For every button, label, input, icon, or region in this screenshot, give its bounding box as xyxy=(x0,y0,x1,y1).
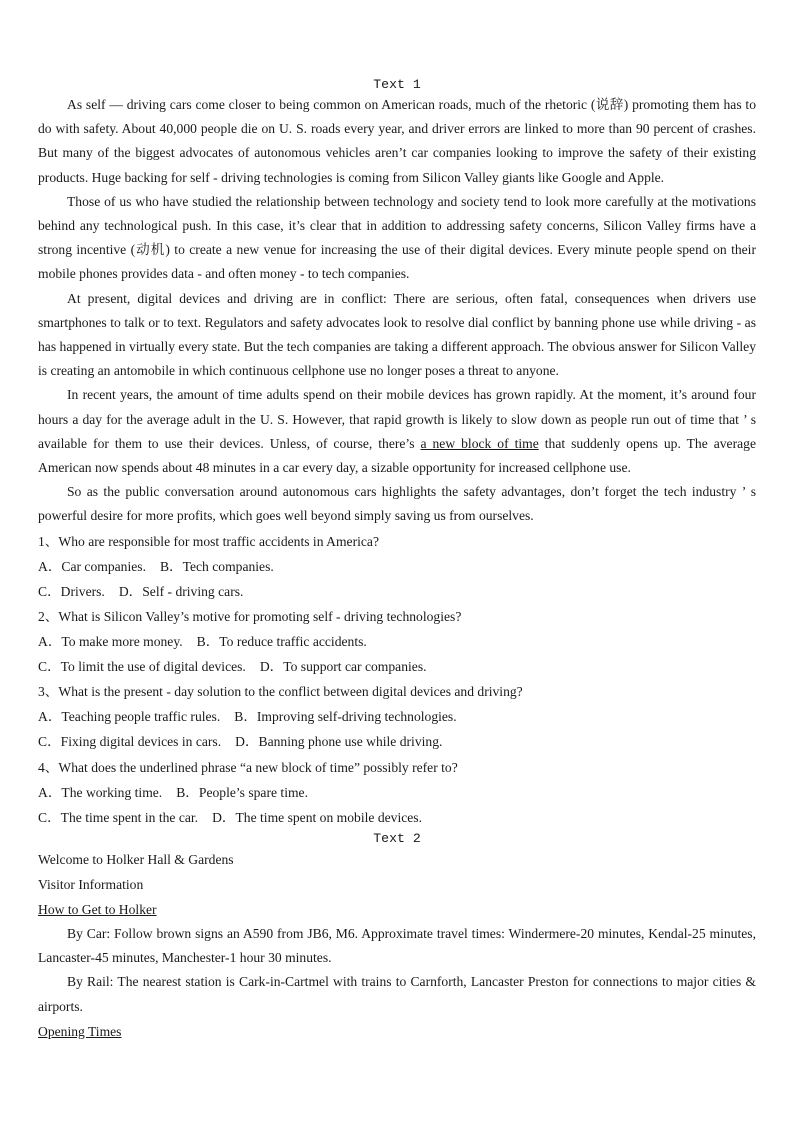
text1-heading: Text 1 xyxy=(373,77,421,92)
question-4-options-cd xyxy=(38,805,756,830)
question-4: 4、What does the underlined phrase “a new block of time” possibly refer to? xyxy=(38,759,458,775)
underlined-phrase: a new block of time xyxy=(420,435,539,451)
option-a: A．To make more money. xyxy=(38,634,183,650)
option-d: D．The time spent on mobile devices. xyxy=(212,809,422,825)
text1-paragraph-1: As self — driving cars come closer to being common on American roads, much of the rhetoric (说辞) promoting them has to do with safety. About 40,000 people die on U. S. roads every year, and driver errors are linked to more than 90 percent of crashes. But many of the biggest advocates of autonomous vehicles aren’t car companies looking to improve the safety of their existing products. Huge backing for self - driving technologies is coming from Silicon Valley giants like Google and Apple. xyxy=(38,97,756,185)
text2-subtitle: Visitor Information xyxy=(38,876,144,892)
question-2-options-cd xyxy=(38,654,756,679)
by-car-paragraph: By Car: Follow brown signs an A590 from JB6, M6. Approximate travel times: Windermere-20 minutes, Kendal-25 minutes, Lancaster-45 minutes, Manchester-1 hour 30 minutes. xyxy=(38,926,756,966)
text2-section xyxy=(38,830,756,1044)
option-c: C．Drivers. xyxy=(38,583,105,599)
question-1: 1、Who are responsible for most traffic accidents in America? xyxy=(38,533,379,549)
question-3-options-cd xyxy=(38,729,756,754)
question-list xyxy=(38,529,756,830)
option-a: A．Teaching people traffic rules. xyxy=(38,709,221,725)
option-c: C．Fixing digital devices in cars. xyxy=(38,734,222,750)
text1-paragraph-4 xyxy=(38,383,756,480)
option-b: B．Tech companies. xyxy=(159,558,274,574)
p4-text-after: that suddenly opens up. The average American now spends about 48 minutes in a car every day, a sizable opportunity for increased cellphone use. xyxy=(38,435,756,476)
question-3-options-ab xyxy=(38,704,756,729)
section-opening-times: Opening Times xyxy=(38,1023,122,1039)
option-b: B．To reduce traffic accidents. xyxy=(196,634,367,650)
document-page xyxy=(38,76,756,1044)
option-d: D．To support car companies. xyxy=(259,659,427,675)
section-how-to-get: How to Get to Holker xyxy=(38,901,157,917)
option-b: B．Improving self-driving technologies. xyxy=(234,709,457,725)
option-a: A．The working time. xyxy=(38,784,163,800)
option-b: B．People’s spare time. xyxy=(176,784,308,800)
question-2: 2、What is Silicon Valley’s motive for promoting self - driving technologies? xyxy=(38,608,462,624)
option-d: D．Banning phone use while driving. xyxy=(235,734,443,750)
p4-text-before: In recent years, the amount of time adults spend on their mobile devices has grown rapidly. At the moment, it’s around four hours a day for the average adult in the U. S. However, that rapid growth is likely to slow down as people run out of time that ’ s available for them to use their devices. Unless, of course, there’s xyxy=(38,387,756,451)
text2-title: Welcome to Holker Hall & Gardens xyxy=(38,851,234,867)
text1-paragraph-2: Those of us who have studied the relationship between technology and society tend to look more carefully at the motivations behind any technological push. In this case, it’s clear that in addition to addressing safety concerns, Silicon Valley firms have a strong incentive (动机) to create a new venue for increasing the use of their digital devices. Every minute people spend on their mobile phones provides data - and often money - to tech companies. xyxy=(38,193,756,282)
by-rail-paragraph: By Rail: The nearest station is Cark-in-Cartmel with trains to Carnforth, Lancaster Preston for connections to major cities & airports. xyxy=(38,974,756,1014)
text1-paragraph-5: So as the public conversation around autonomous cars highlights the safety advantages, don’t forget the tech industry ’ s powerful desire for more profits, which goes well beyond simply saving us from ourselves. xyxy=(38,484,756,524)
question-1-options-cd xyxy=(38,579,756,604)
question-2-options-ab xyxy=(38,629,756,654)
option-a: A．Car companies. xyxy=(38,558,146,574)
option-c: C．The time spent in the car. xyxy=(38,809,199,825)
option-c: C．To limit the use of digital devices. xyxy=(38,659,246,675)
question-3: 3、What is the present - day solution to the conflict between digital devices and driving? xyxy=(38,684,523,700)
text1-paragraph-3: At present, digital devices and driving are in conflict: There are serious, often fatal, consequences when drivers use smartphones to talk or to text. Regulators and safety advocates look to resolve dial conflict by banning phone use while driving - as has happened in virtually every state. But the tech companies are taking a different approach. The obvious answer for Silicon Valley is creating an antomobile in which continuous cellphone use no longer poses a threat to anyone. xyxy=(38,290,756,379)
question-1-options-ab xyxy=(38,554,756,579)
option-d: D．Self - driving cars. xyxy=(118,583,244,599)
text2-heading: Text 2 xyxy=(373,830,421,846)
question-4-options-ab xyxy=(38,780,756,805)
